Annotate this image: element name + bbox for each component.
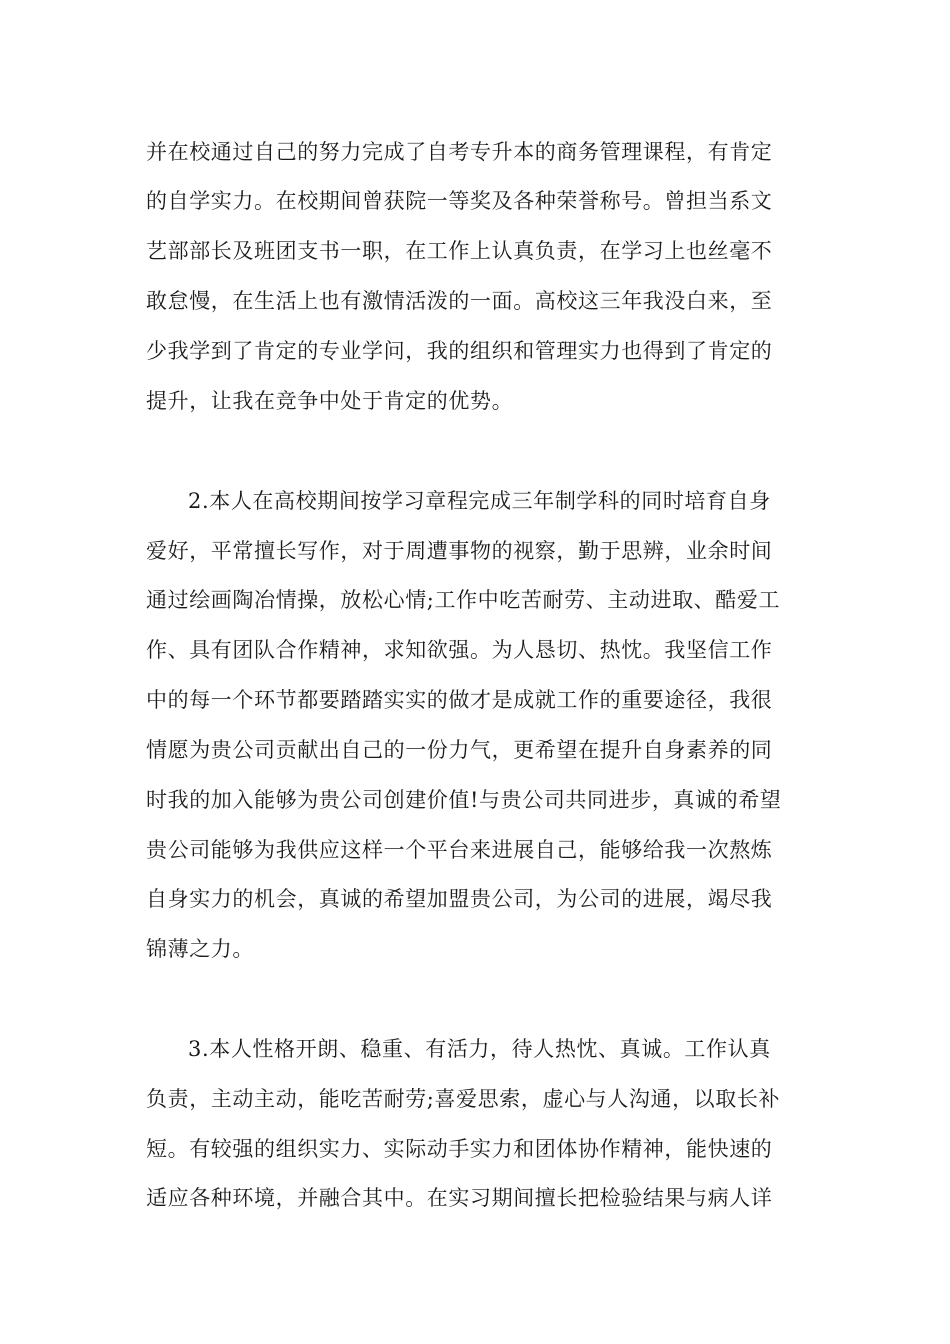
paragraph-line: 爱好，平常擅长写作，对于周遭事物的视察，勤于思辨，业余时间 [146, 539, 773, 563]
paragraph-line: 的自学实力。在校期间曾获院一等奖及各种荣誉称号。曾担当系文 [146, 189, 773, 213]
paragraph-line: 负责，主动主动，能吃苦耐劳;喜爱思索，虚心与人沟通，以取长补 [146, 1087, 781, 1111]
paragraph-line: 中的每一个环节都要踏踏实实的做才是成就工作的重要途径，我很 [146, 688, 773, 712]
paragraph-line: 3.本人性格开朗、稳重、有活力，待人热忱、真诚。工作认真 [188, 1037, 771, 1061]
paragraph-line: 短。有较强的组织实力、实际动手实力和团体协作精神，能快速的 [146, 1137, 773, 1161]
paragraph-line: 少我学到了肯定的专业学问，我的组织和管理实力也得到了肯定的 [146, 339, 773, 363]
paragraph-line: 锦薄之力。 [146, 937, 254, 961]
paragraph-line: 贵公司能够为我供应这样一个平台来进展自己，能够给我一次熬炼 [146, 838, 773, 862]
paragraph-line: 敢怠慢，在生活上也有激情活泼的一面。高校这三年我没白来，至 [146, 289, 773, 313]
paragraph-line: 通过绘画陶冶情操，放松心情;工作中吃苦耐劳、主动进取、酷爱工 [146, 588, 781, 612]
paragraph-line: 时我的加入能够为贵公司创建价值!与贵公司共同进步，真诚的希望 [146, 788, 782, 812]
paragraph-line: 自身实力的机会，真诚的希望加盟贵公司，为公司的进展，竭尽我 [146, 887, 773, 911]
paragraph-line: 并在校通过自己的努力完成了自考专升本的商务管理课程，有肯定 [146, 140, 773, 164]
paragraph-line: 2.本人在高校期间按学习章程完成三年制学科的同时培育自身 [188, 489, 771, 513]
paragraph-line: 提升，让我在竞争中处于肯定的优势。 [146, 389, 514, 413]
paragraph-line: 适应各种环境，并融合其中。在实习期间擅长把检验结果与病人详 [146, 1186, 773, 1210]
paragraph-line: 艺部部长及班团支书一职，在工作上认真负责，在学习上也丝毫不 [146, 239, 773, 263]
paragraph-line: 作、具有团队合作精神，求知欲强。为人恳切、热忱。我坚信工作 [146, 638, 773, 662]
paragraph-line: 情愿为贵公司贡献出自己的一份力气，更希望在提升自身素养的同 [146, 738, 773, 762]
